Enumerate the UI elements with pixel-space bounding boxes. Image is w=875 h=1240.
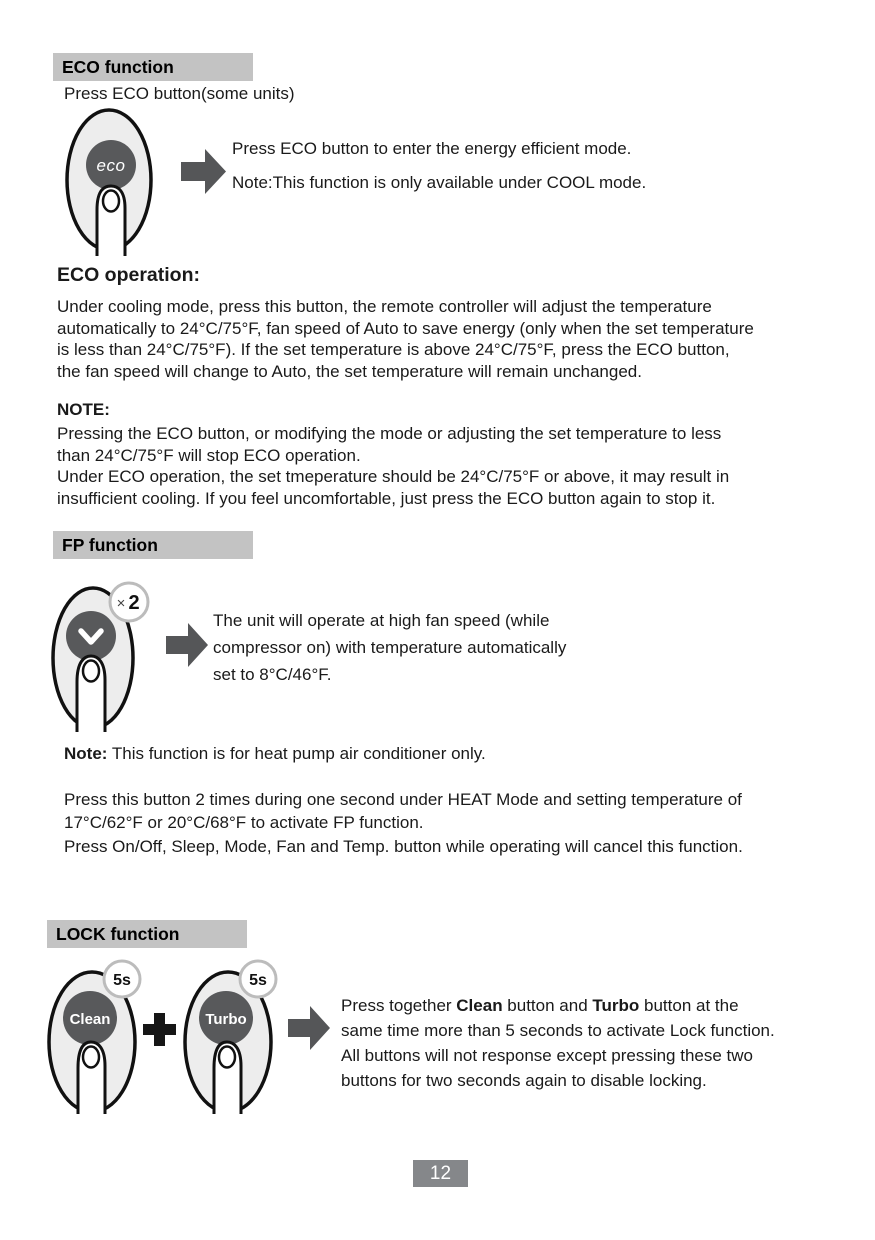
eco-button-label: eco (96, 156, 126, 175)
fp-note-body: This function is for heat pump air conditioner only. (107, 744, 486, 763)
lock-text-line: All buttons will not response except pressing these two (341, 1046, 754, 1065)
pressing-finger (77, 656, 105, 732)
fp-button-illustration (48, 572, 150, 732)
eco-intro-text: Press ECO button(some units) (64, 84, 295, 103)
clean-button-label: Clean (69, 1011, 111, 1028)
lock-text-line: buttons for two seconds again to disable locking. (341, 1071, 707, 1090)
turbo-button-label: Turbo (205, 1011, 247, 1028)
eco-note-paragraph (57, 423, 729, 509)
lock-text-line: same time more than 5 seconds to activate Lock function. (341, 1021, 775, 1040)
fp-result-line: set to 8°C/46°F. (213, 665, 332, 684)
times-count: 2 (128, 592, 140, 614)
lock-description-text (341, 993, 775, 1093)
finger-nail (103, 191, 119, 212)
fp-result-line: compressor on) with temperature automatically (213, 638, 567, 657)
eco-result-line: Press ECO button to enter the energy efficient mode. (232, 139, 632, 158)
paragraph-line: 17°C/62°F or 20°C/68°F to activate FP function. (64, 813, 424, 833)
fp-note-text (64, 744, 486, 764)
clean-button-illustration (44, 956, 144, 1114)
eco-result-line: Note:This function is only available under COOL mode. (232, 173, 647, 192)
plus-icon (143, 1013, 176, 1046)
lock-text-line: Press together Clean button and Turbo button at the (341, 996, 739, 1015)
fp-note-label: Note: (64, 744, 108, 763)
times-2-badge (110, 583, 148, 621)
finger-nail (83, 661, 99, 682)
eco-button-illustration (63, 106, 155, 256)
paragraph-line: Under ECO operation, the set tmeperature should be 24°C/75°F or above, it may result in (57, 467, 730, 486)
pressing-finger (97, 186, 125, 256)
lock-function-header: LOCK function (47, 920, 247, 948)
fp-result-text (213, 607, 566, 688)
paragraph-line: insufficient cooling. If you feel uncomfortable, just press the ECO button again to stop it. (57, 488, 716, 508)
turbo-button-illustration (180, 956, 280, 1114)
page-number-badge: 12 (413, 1160, 468, 1187)
pressing-finger (78, 1042, 105, 1114)
finger-nail (83, 1047, 99, 1068)
fp-function-header: FP function (53, 531, 253, 559)
eco-result-text (232, 132, 646, 200)
paragraph-line: Press this button 2 times during one second under HEAT Mode and setting temperature of (64, 790, 742, 809)
temp-down-button (66, 611, 116, 661)
eco-operation-paragraph (57, 296, 754, 382)
times-symbol: × (116, 595, 126, 612)
eco-operation-heading: ECO operation: (57, 264, 201, 286)
eco-note-heading: NOTE: (57, 400, 110, 419)
pressing-finger (214, 1042, 241, 1114)
arrow-right-icon (166, 620, 208, 670)
paragraph-line: the fan speed will change to Auto, the set temperature will remain unchanged. (57, 361, 642, 381)
finger-nail (219, 1047, 235, 1068)
hold-5s-badge (240, 961, 276, 997)
fp-result-line: The unit will operate at high fan speed (while (213, 611, 550, 630)
paragraph-line: Pressing the ECO button, or modifying the mode or adjusting the set temperature to less (57, 424, 722, 443)
hold-5s-label: 5s (249, 972, 267, 989)
paragraph-line: than 24°C/75°F will stop ECO operation. (57, 445, 361, 465)
hold-5s-label: 5s (113, 972, 131, 989)
paragraph-line: Press On/Off, Sleep, Mode, Fan and Temp. button while operating will cancel this function. (64, 836, 743, 856)
hold-5s-badge (104, 961, 140, 997)
paragraph-line: automatically to 24°C/75°F, fan speed of Auto to save energy (only when the set temperature (57, 318, 754, 338)
paragraph-line: Under cooling mode, press this button, the remote controller will adjust the temperature (57, 297, 712, 316)
fp-paragraph (64, 788, 743, 858)
arrow-right-icon (181, 146, 226, 197)
eco-function-header: ECO function (53, 53, 253, 81)
paragraph-line: is less than 24°C/75°F). If the set temperature is above 24°C/75°F, press the ECO button, (57, 340, 730, 359)
arrow-right-icon (288, 1003, 330, 1053)
